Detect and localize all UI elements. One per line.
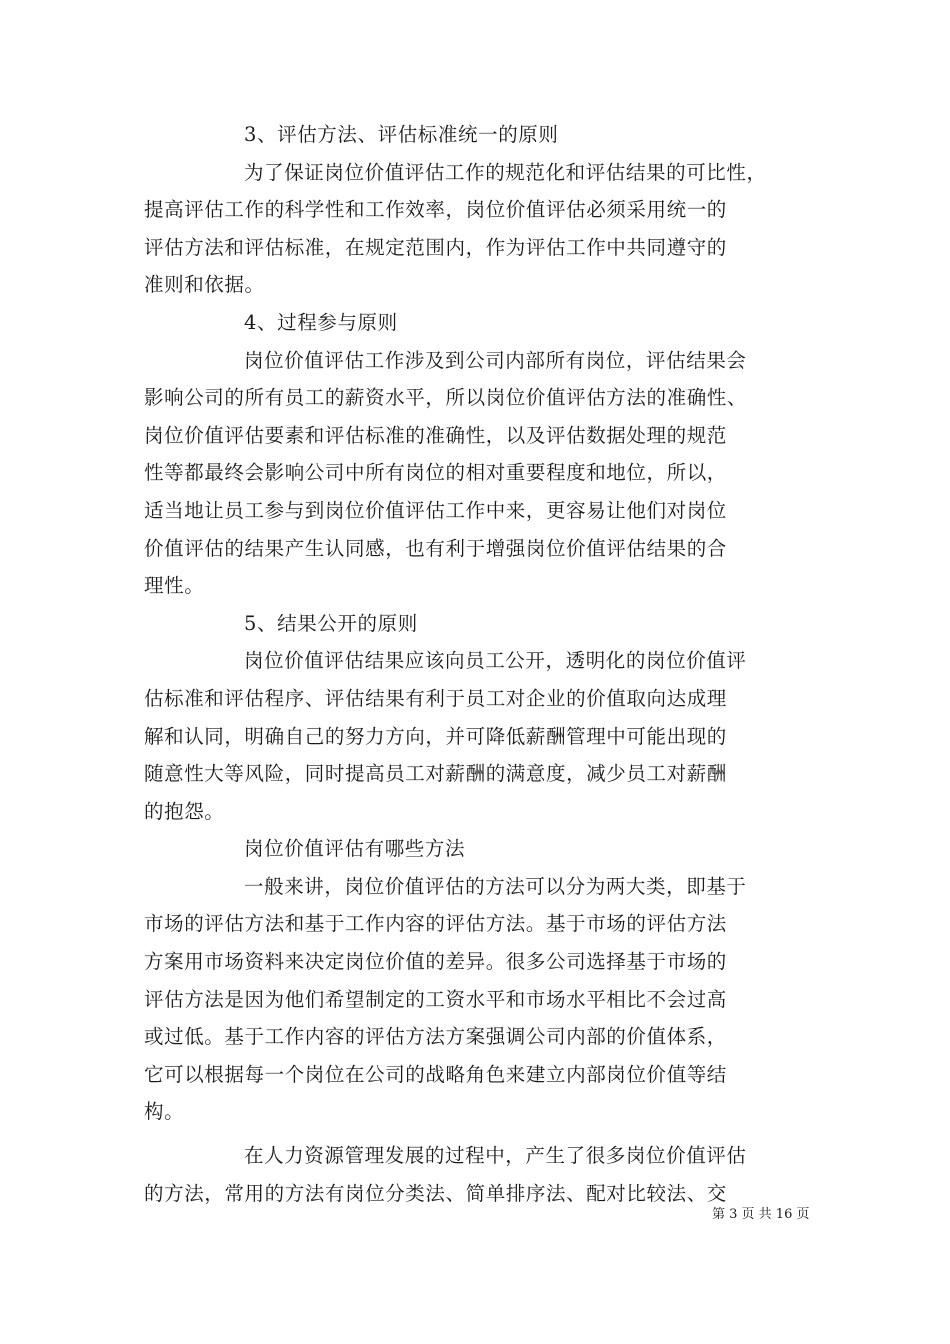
document-body [144,116,806,1212]
text-line: 4、过程参与原则 [244,310,398,334]
text-line: 适当地让员工参与到岗位价值评估工作中来，更容易让他们对岗位 [144,498,727,522]
text-line: 岗位价值评估结果应该向员工公开，透明化的岗位价值评 [244,649,747,673]
text-line: 解和认同，明确自己的努力方向，并可降低薪酬管理中可能出现的 [144,724,727,748]
text-line: 的方法，常用的方法有岗位分类法、简单排序法、配对比较法、交 [144,1181,727,1205]
text-line: 市场的评估方法和基于工作内容的评估方法。基于市场的评估方法 [144,912,727,936]
page-number-footer: 第 3 页 共 16 页 [712,1207,810,1222]
text-line: 岗位价值评估要素和评估标准的准确性，以及评估数据处理的规范 [144,423,727,447]
text-line: 3、评估方法、评估标准统一的原则 [244,123,559,146]
text-line: 或过低。基于工作内容的评估方法方案强调公司内部的价值体系， [144,1025,727,1049]
text-line: 评估方法和评估标准，在规定范围内，作为评估工作中共同遵守的 [144,235,727,259]
text-line: 构。 [144,1100,185,1124]
text-line: 岗位价值评估有哪些方法 [244,837,466,861]
text-line: 提高评估工作的科学性和工作效率，岗位价值评估必须采用统一的 [144,198,727,222]
text-line: 一般来讲，岗位价值评估的方法可以分为两大类，即基于 [244,874,747,898]
text-line: 它可以根据每一个岗位在公司的战略角色来建立内部岗位价值等结 [144,1062,727,1086]
text-line: 理性。 [144,574,205,598]
text-line: 随意性大等风险，同时提高员工对薪酬的满意度，减少员工对薪酬 [144,762,727,786]
text-line: 5、结果公开的原则 [244,611,418,635]
text-line: 性等都最终会影响公司中所有岗位的相对重要程度和地位，所以， [144,461,727,485]
text-line: 价值评估的结果产生认同感，也有利于增强岗位价值评估结果的合 [144,536,727,560]
text-line: 的抱怨。 [144,799,225,823]
text-line: 准则和依据。 [144,273,265,297]
text-line: 为了保证岗位价值评估工作的规范化和评估结果的可比性， [244,160,767,184]
text-line: 岗位价值评估工作涉及到公司内部所有岗位，评估结果会 [244,348,747,372]
text-line: 影响公司的所有员工的薪资水平，所以岗位价值评估方法的准确性、 [144,386,748,410]
text-line: 评估方法是因为他们希望制定的工资水平和市场水平相比不会过高 [144,987,727,1011]
text-line: 估标准和评估程序、评估结果有利于员工对企业的价值取向达成理 [144,686,727,710]
text-line: 在人力资源管理发展的过程中，产生了很多岗位价值评估 [244,1144,747,1168]
text-line: 方案用市场资料来决定岗位价值的差异。很多公司选择基于市场的 [144,950,727,974]
